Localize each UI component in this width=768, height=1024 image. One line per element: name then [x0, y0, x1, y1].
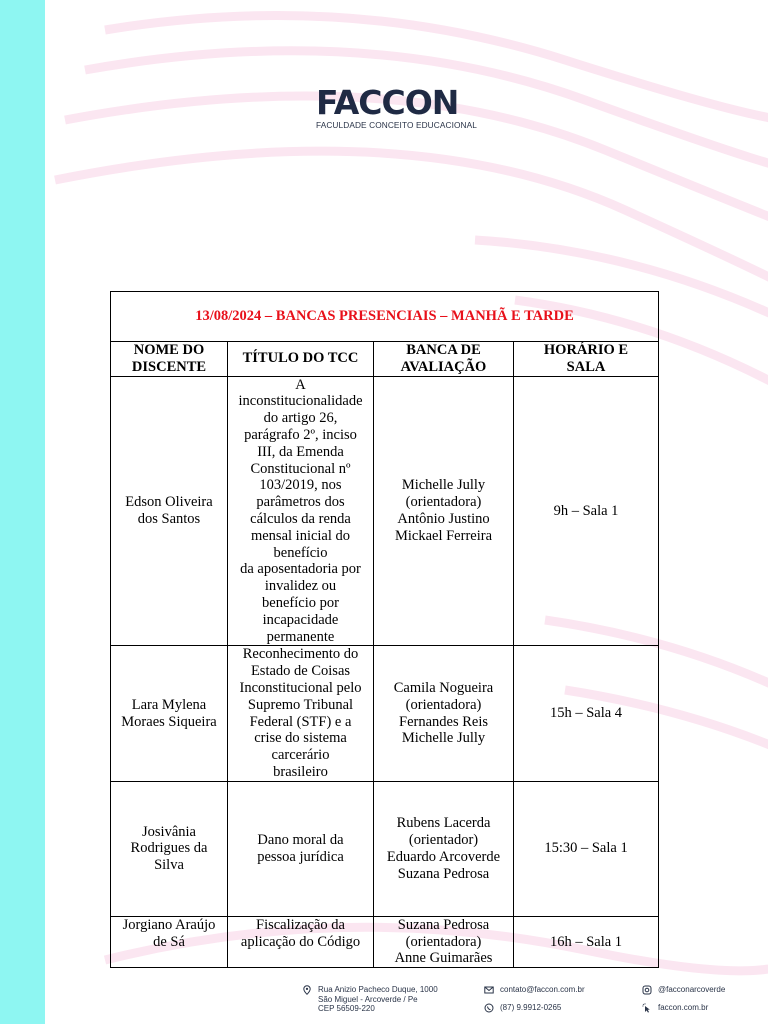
time-room-cell: 16h – Sala 1: [514, 916, 659, 967]
address-line-zip: CEP 56509-220: [318, 1004, 375, 1013]
table-row: [111, 646, 659, 781]
logo-wordmark: FACCON: [316, 83, 459, 122]
cursor-click-icon: [642, 1003, 652, 1013]
table-header-row: [111, 342, 659, 377]
logo-tagline: FACULDADE CONCEITO EDUCACIONAL: [316, 120, 477, 130]
table-row: [111, 376, 659, 646]
table-title-row: [111, 292, 659, 342]
address-line-street: Rua Anizio Pacheco Duque, 1000: [318, 985, 438, 994]
location-pin-icon: [302, 985, 312, 995]
tcc-title-cell: A inconstitucionalidade do artigo 26, parágrafo 2º, inciso III, da Emenda Constitucional nº 103/2019, nos parâmetros dos cálculos da renda mensal inicial do benefício da aposentadoria por invalidez ou benefício por incapacidade permanente: [228, 376, 374, 646]
footer-address: [302, 985, 438, 1022]
instagram-handle[interactable]: @facconarcoverde: [658, 985, 726, 994]
defense-schedule-table: [110, 291, 659, 968]
phone-number[interactable]: (87) 9.9912-0265: [500, 1003, 562, 1012]
email-link[interactable]: contato@faccon.com.br: [500, 985, 585, 994]
board-cell: Camila Nogueira (orientadora) Fernandes Reis Michelle Jully: [374, 646, 514, 781]
header-time-room: HORÁRIO E SALA: [514, 342, 659, 377]
header-board: BANCA DE AVALIAÇÃO: [374, 342, 514, 377]
footer-social: [642, 985, 725, 1021]
board-cell: Suzana Pedrosa (orientadora) Anne Guimarães: [374, 916, 514, 967]
whatsapp-icon: [484, 1003, 494, 1013]
email-icon: [484, 985, 494, 995]
board-cell: Rubens Lacerda (orientador) Eduardo Arcoverde Suzana Pedrosa: [374, 781, 514, 916]
table-row: [111, 781, 659, 916]
side-color-stripe: [0, 0, 45, 1024]
website-link[interactable]: faccon.com.br: [658, 1003, 709, 1012]
table-row: [111, 916, 659, 967]
tcc-title-cell: Dano moral da pessoa jurídica: [228, 781, 374, 916]
student-name-cell: Lara Mylena Moraes Siqueira: [111, 646, 228, 781]
table-title: 13/08/2024 – BANCAS PRESENCIAIS – MANHÃ E TARDE: [111, 292, 659, 342]
time-room-cell: 15:30 – Sala 1: [514, 781, 659, 916]
student-name-cell: Josivânia Rodrigues da Silva: [111, 781, 228, 916]
header-tcc-title: TÍTULO DO TCC: [228, 342, 374, 377]
board-cell: Michelle Jully (orientadora) Antônio Justino Mickael Ferreira: [374, 376, 514, 646]
time-room-cell: 15h – Sala 4: [514, 646, 659, 781]
student-name-cell: Jorgiano Araújo de Sá: [111, 916, 228, 967]
tcc-title-cell: Reconhecimento do Estado de Coisas Inconstitucional pelo Supremo Tribunal Federal (STF) e a crise do sistema carcerário brasileiro: [228, 646, 374, 781]
instagram-icon: [642, 985, 652, 995]
student-name-cell: Edson Oliveira dos Santos: [111, 376, 228, 646]
faccon-logo: [316, 83, 477, 132]
tcc-title-cell: Fiscalização da aplicação do Código: [228, 916, 374, 967]
address-line-city: São Miguel - Arcoverde / Pe: [318, 994, 418, 1004]
time-room-cell: 9h – Sala 1: [514, 376, 659, 646]
footer-contact: [484, 985, 585, 1021]
header-student: NOME DO DISCENTE: [111, 342, 228, 377]
